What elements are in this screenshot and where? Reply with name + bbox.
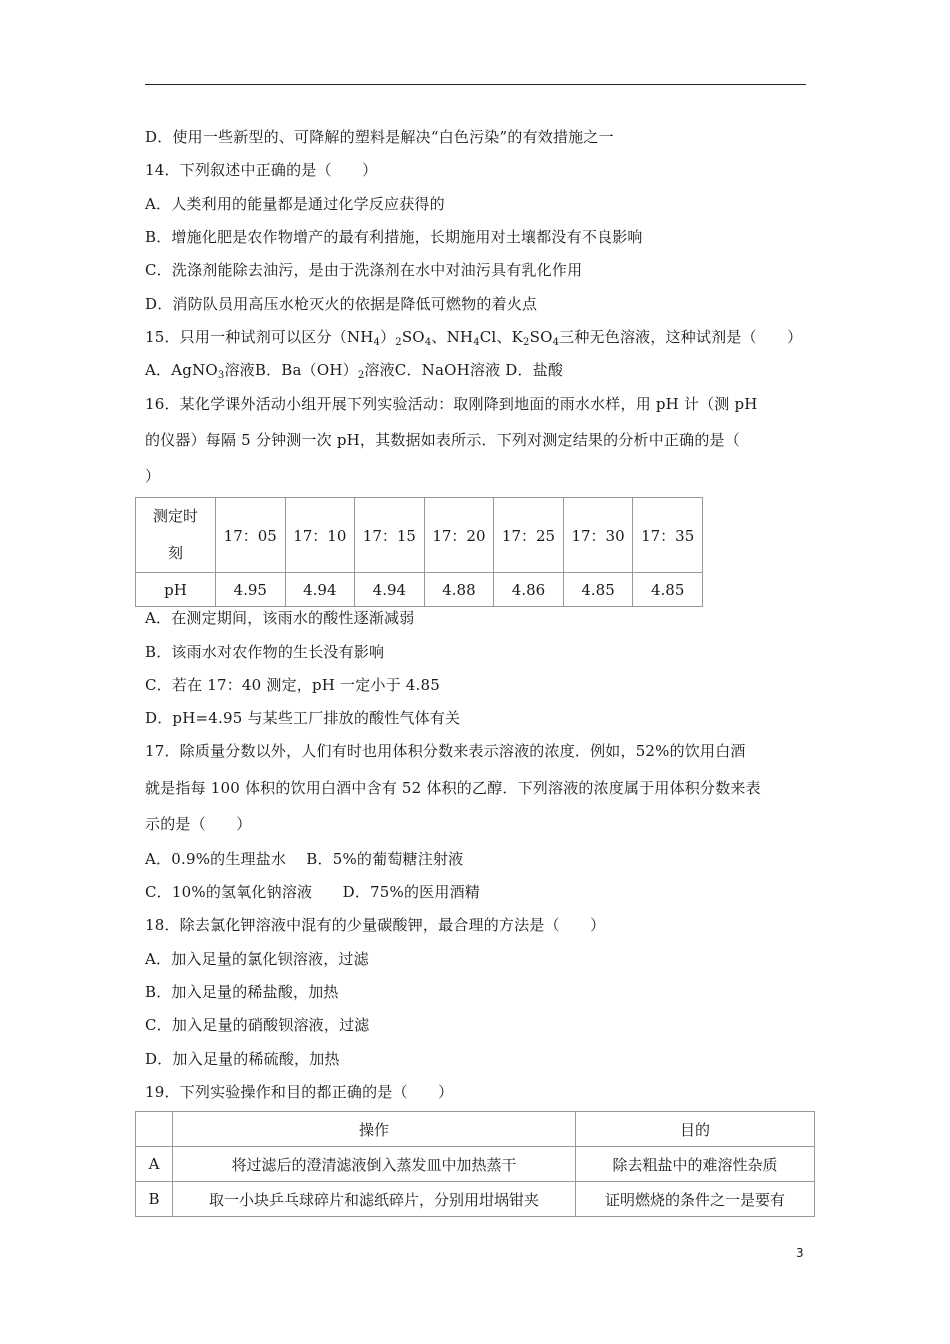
q16-stem-line2: 的仪器）每隔 5 分钟测一次 pH，其数据如表所示．下列对测定结果的分析中正确的是（ (145, 431, 740, 449)
time-cell: 17：25 (494, 498, 564, 573)
header-rule (145, 84, 806, 85)
q14-option-b: B．增施化肥是农作物增产的最有利措施，长期施用对土壤都没有不良影响 (145, 228, 643, 246)
q16-stem-line3: ） (145, 467, 161, 485)
q18-option-a: A．加入足量的氯化钡溶液，过滤 (145, 950, 369, 968)
table-row (136, 1182, 815, 1217)
key-header-cell (136, 1112, 173, 1147)
time-cell: 17：15 (355, 498, 425, 573)
experiment-table (135, 1111, 815, 1217)
table-row (136, 1112, 815, 1147)
q14-stem: 14．下列叙述中正确的是（ ） (145, 161, 378, 179)
op-cell: 取一小块乒乓球碎片和滤纸碎片，分别用坩埚钳夹 (173, 1182, 576, 1217)
time-cell: 17：05 (215, 498, 285, 573)
q18-option-b: B．加入足量的稀盐酸，加热 (145, 983, 339, 1001)
q16-option-c: C．若在 17：40 测定，pH 一定小于 4.85 (145, 676, 441, 694)
goal-header-cell: 目的 (576, 1112, 815, 1147)
q16-stem-line1: 16．某化学课外活动小组开展下列实验活动：取刚降到地面的雨水水样，用 pH 计（测 pH (145, 395, 758, 413)
goal-cell: 除去粗盐中的难溶性杂质 (576, 1147, 815, 1182)
q17-stem-line2: 就是指每 100 体积的饮用白酒中含有 52 体积的乙醇．下列溶液的浓度属于用体积分数来表 (145, 779, 761, 797)
ph-cell: 4.85 (563, 573, 633, 607)
ph-cell: 4.86 (494, 573, 564, 607)
table-row (136, 498, 703, 573)
q17-stem-line3: 示的是（ ） (145, 815, 252, 833)
time-cell: 17：30 (563, 498, 633, 573)
ph-cell: 4.85 (633, 573, 703, 607)
q15-options: A．AgNO$_3$溶液B．$Ba(OH)_2$溶液C．NaOH溶液 D．盐酸 (145, 361, 564, 381)
op-cell: 将过滤后的澄清滤液倒入蒸发皿中加热蒸干 (173, 1147, 576, 1182)
ph-cell: 4.94 (355, 573, 425, 607)
ph-label-cell: pH (136, 573, 216, 607)
q19-stem: 19．下列实验操作和目的都正确的是（ ） (145, 1083, 454, 1101)
q14-option-a: A．人类利用的能量都是通过化学反应获得的 (145, 195, 445, 213)
q14-option-c: C．洗涤剂能除去油污，是由于洗涤剂在水中对油污具有乳化作用 (145, 261, 583, 279)
time-cell: 17：20 (424, 498, 494, 573)
q13-option-d: D．使用一些新型的、可降解的塑料是解决“白色污染”的有效措施之一 (145, 128, 614, 146)
op-header-cell: 操作 (173, 1112, 576, 1147)
q16-option-d: D．pH=4.95 与某些工厂排放的酸性气体有关 (145, 709, 461, 727)
q18-option-d: D．加入足量的稀硫酸，加热 (145, 1050, 340, 1068)
q16-option-a: A．在测定期间，该雨水的酸性逐渐减弱 (145, 609, 415, 627)
q18-stem: 18．除去氯化钾溶液中混有的少量碳酸钾，最合理的方法是（ ） (145, 916, 606, 934)
q15-stem: 15．只用一种试剂可以区分$(NH_4)_2SO_4$、$NH_4Cl$、$K_2SO_4$三种无色溶液，这种试剂是（ ） (145, 328, 803, 348)
ph-cell: 4.94 (285, 573, 355, 607)
table-row (136, 1147, 815, 1182)
q17-options-cd: C．10%的氢氧化钠溶液 D．75%的医用酒精 (145, 883, 480, 901)
goal-cell: 证明燃烧的条件之一是要有 (576, 1182, 815, 1217)
key-cell: B (136, 1182, 173, 1217)
ph-table (135, 497, 703, 607)
time-cell: 17：35 (633, 498, 703, 573)
key-cell: A (136, 1147, 173, 1182)
q16-option-b: B．该雨水对农作物的生长没有影响 (145, 643, 385, 661)
q18-option-c: C．加入足量的硝酸钡溶液，过滤 (145, 1016, 370, 1034)
ph-cell: 4.88 (424, 573, 494, 607)
q17-options-ab: A．0.9%的生理盐水 B．5%的葡萄糖注射液 (145, 850, 464, 868)
table-row (136, 573, 703, 607)
page-number: 3 (796, 1246, 804, 1260)
time-cell: 17：10 (285, 498, 355, 573)
ph-cell: 4.95 (215, 573, 285, 607)
q17-stem-line1: 17．除质量分数以外，人们有时也用体积分数来表示溶液的浓度．例如，52%的饮用白酒 (145, 742, 746, 760)
time-label-cell: 测定时刻 (136, 498, 216, 573)
q14-option-d: D．消防队员用高压水枪灭火的依据是降低可燃物的着火点 (145, 295, 538, 313)
